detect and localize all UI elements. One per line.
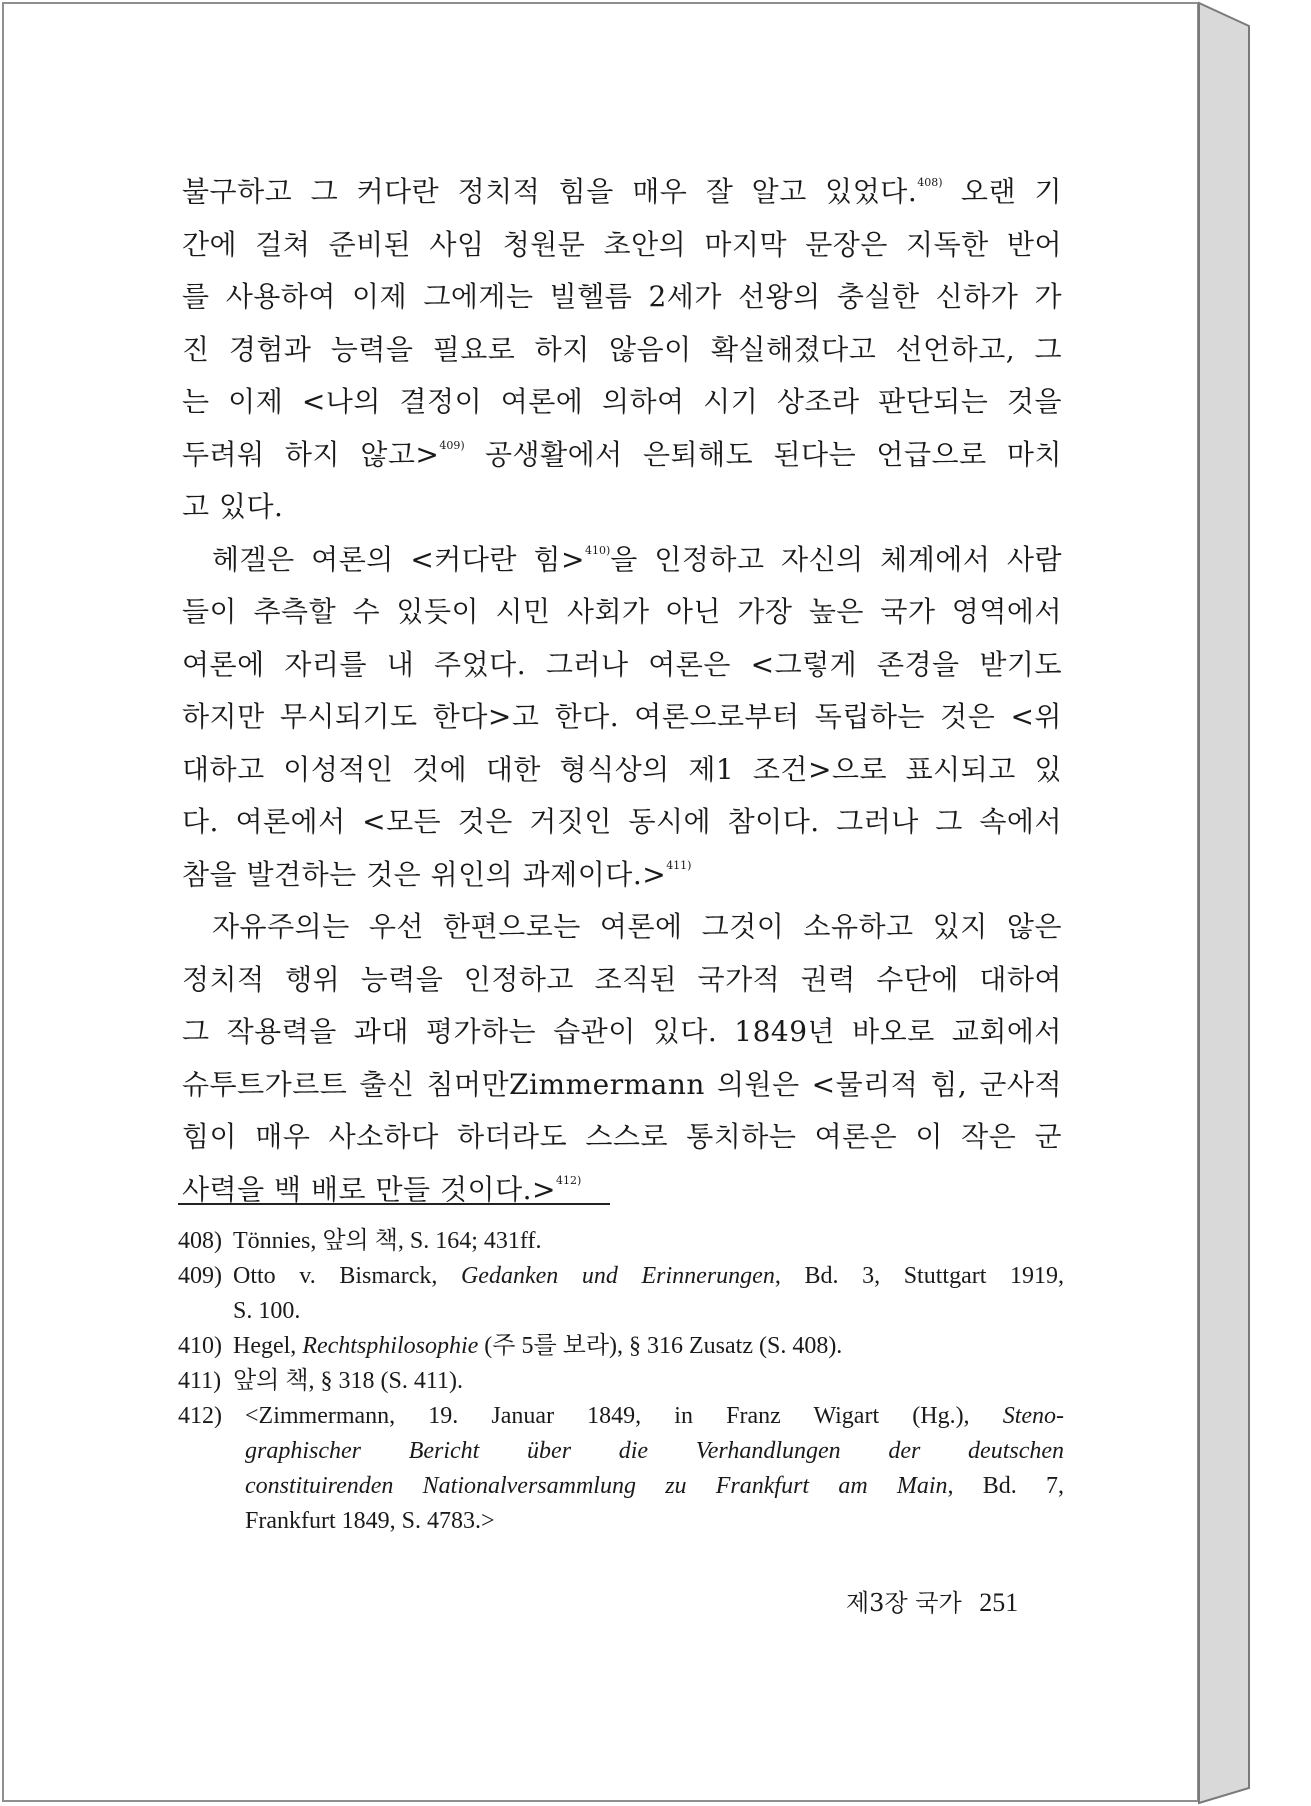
body-line — [182, 954, 1062, 1007]
footnote-line: Hegel, Rechtsphilosophie (주 5를 보라), § 316 Zusatz (S. 408). — [233, 1333, 843, 1359]
body-line — [182, 1059, 1062, 1112]
body-line — [182, 376, 1062, 429]
page-number: 251 — [979, 1588, 1019, 1617]
body-line-text: 를 사용하여 이제 그에게는 빌헬름 2세가 선왕의 충실한 신하가 가 — [182, 280, 1062, 313]
footnote-text — [233, 1224, 1064, 1259]
body-line-text: 간에 걸쳐 준비된 사임 청원문 초안의 마지막 문장은 지독한 반어 — [182, 227, 1062, 261]
body-line — [182, 901, 1062, 954]
footnote — [178, 1364, 1064, 1399]
body-line — [182, 271, 1062, 324]
body-line — [182, 639, 1062, 692]
body-line — [182, 1006, 1062, 1059]
chapter-title: 제3장 국가 — [846, 1589, 962, 1617]
footnote-text — [233, 1329, 1064, 1364]
body-line-text: 여론에 자리를 내 주었다. 그러나 여론은 <그렇게 존경을 받기도 — [182, 647, 1062, 681]
footnotes — [178, 1224, 1064, 1539]
body-line-text: 고 있다. — [182, 490, 284, 523]
body-line-text: 다. 여론에서 <모든 것은 거짓인 동시에 참이다. 그러나 그 속에서 — [182, 805, 1062, 838]
body-line — [182, 219, 1062, 272]
footnote-line: S. 100. — [233, 1298, 301, 1324]
footnote — [178, 1224, 1064, 1259]
footnote-line: <Zimmermann, 19. Januar 1849, in Franz Wigart (Hg.), Steno- — [245, 1403, 1064, 1429]
footnote-line: Frankfurt 1849, S. 4783.> — [245, 1508, 495, 1534]
footnote-line: graphischer Bericht über die Verhandlungen der deutschen — [245, 1438, 1064, 1464]
footnote-ref: 412) — [556, 1173, 582, 1187]
body-line-text: 오랜 기 — [942, 175, 1062, 208]
footnote-number: 408) — [178, 1228, 222, 1254]
body-line-text: 참을 발견하는 것은 위인의 과제이다.> — [182, 857, 667, 891]
body-line — [182, 586, 1062, 639]
body-line-text: 을 인정하고 자신의 체계에서 사람 — [610, 542, 1062, 576]
body-line — [182, 324, 1062, 377]
running-footer — [846, 1583, 1018, 1618]
footnote-line: 앞의 책, § 318 (S. 411). — [233, 1368, 463, 1394]
body-line-text: 들이 추측할 수 있듯이 시민 사회가 아닌 가장 높은 국가 영역에서 — [182, 595, 1062, 628]
footnote — [178, 1399, 1064, 1539]
footnote-number: 412) — [178, 1403, 222, 1429]
body-line-text: 자유주의는 우선 한편으로는 여론에 그것이 소유하고 있지 않은 — [212, 910, 1062, 943]
body-line-text: 대하고 이성적인 것에 대한 형식상의 제1 조건>으로 표시되고 있 — [182, 752, 1062, 786]
body-line — [182, 796, 1062, 849]
footnote-line: Otto v. Bismarck, Gedanken und Erinnerungen, Bd. 3, Stuttgart 1919, — [233, 1263, 1064, 1289]
body-line — [182, 481, 1062, 534]
body-line — [182, 166, 1062, 219]
body-line — [182, 534, 1062, 587]
footnote-line: Tönnies, 앞의 책, S. 164; 431ff. — [233, 1228, 542, 1254]
footnote-number: 411) — [178, 1368, 222, 1394]
body-line — [182, 744, 1062, 797]
footnote-divider — [178, 1203, 610, 1205]
body-line-text: 공생활에서 은퇴해도 된다는 언급으로 마치 — [464, 437, 1062, 471]
footnote-ref: 408) — [917, 176, 943, 189]
body-line — [182, 1164, 1062, 1217]
body-line-text: 불구하고 그 커다란 정치적 힘을 매우 잘 알고 있었다. — [182, 175, 918, 208]
footnote-text — [233, 1259, 1064, 1329]
footnote-number: 409) — [178, 1263, 222, 1289]
body-line-text: 헤겔은 여론의 <커다란 힘> — [212, 542, 585, 576]
footnote — [178, 1259, 1064, 1329]
body-text — [182, 166, 1062, 1216]
footnote-number: 410) — [178, 1333, 222, 1359]
footnote-ref: 409) — [439, 438, 465, 452]
footnote-text — [245, 1399, 1064, 1539]
body-line-text: 하지만 무시되기도 한다>고 한다. 여론으로부터 독립하는 것은 <위 — [182, 700, 1062, 733]
footnote-text — [233, 1364, 1064, 1399]
footnote — [178, 1329, 1064, 1364]
body-line — [182, 1111, 1062, 1164]
body-line-text: 진 경험과 능력을 필요로 하지 않음이 확실해졌다고 선언하고, 그 — [182, 332, 1062, 366]
body-line — [182, 429, 1062, 482]
body-line-text: 힘이 매우 사소하다 하더라도 스스로 통치하는 여론은 이 작은 군 — [182, 1120, 1062, 1153]
body-line-text: 슈투트가르트 출신 침머만Zimmermann 의원은 <물리적 힘, 군사적 — [182, 1067, 1062, 1101]
footnote-ref: 410) — [584, 543, 611, 557]
footnote-ref: 411) — [666, 858, 692, 872]
footnote-line: constituirenden Nationalversammlung zu Frankfurt am Main, Bd. 7, — [245, 1473, 1065, 1499]
body-line-text: 정치적 행위 능력을 인정하고 조직된 국가적 권력 수단에 대하여 — [182, 962, 1062, 996]
body-line — [182, 691, 1062, 744]
body-line-text: 는 이제 <나의 결정이 여론에 의하여 시기 상조라 판단되는 것을 — [182, 385, 1062, 418]
body-line — [182, 849, 1062, 902]
body-line-text: 두려워 하지 않고> — [182, 437, 440, 471]
body-line-text: 사력을 백 배로 만들 것이다.> — [182, 1172, 556, 1206]
body-line-text: 그 작용력을 과대 평가하는 습관이 있다. 1849년 바오로 교회에서 — [182, 1015, 1062, 1048]
